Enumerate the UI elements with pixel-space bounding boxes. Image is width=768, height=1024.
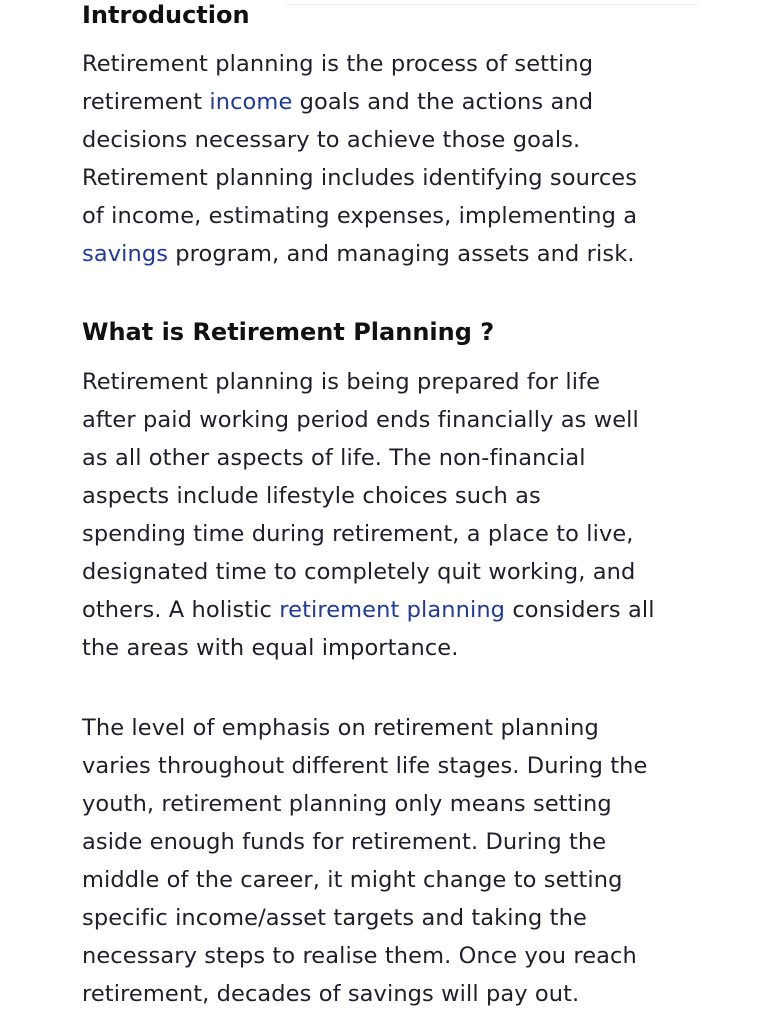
text-line: as all other aspects of life. The non-financial	[82, 445, 586, 471]
text-line: varies throughout different life stages. During the	[82, 753, 648, 779]
text-line: decisions necessary to achieve those goals.	[82, 127, 581, 153]
text-line: middle of the career, it might change to setting	[82, 867, 623, 893]
text-line: Retirement planning is being prepared for life	[82, 369, 601, 395]
text-line: designated time to completely quit working, and	[82, 559, 636, 585]
text-line: the areas with equal importance.	[82, 635, 459, 661]
top-divider	[286, 4, 698, 5]
text-line: spending time during retirement, a place to live,	[82, 521, 634, 547]
text-line: retirement, decades of savings will pay out.	[82, 981, 580, 1007]
retirement-planning-link[interactable]: retirement planning	[279, 597, 506, 623]
text-line: aside enough funds for retirement. During the	[82, 829, 607, 855]
text-line: of income, estimating expenses, implementing a	[82, 203, 638, 229]
text-fragment: others. A holistic	[82, 597, 280, 623]
what-is-paragraph-1	[82, 363, 702, 667]
introduction-heading: Introduction	[82, 1, 250, 29]
savings-link[interactable]: savings	[82, 241, 169, 267]
text-fragment: considers all	[505, 597, 655, 623]
text-fragment: retirement	[82, 89, 210, 115]
text-line	[82, 591, 702, 629]
text-line: specific income/asset targets and taking the	[82, 905, 587, 931]
text-line: Retirement planning includes identifying sources	[82, 165, 638, 191]
introduction-paragraph	[82, 45, 702, 273]
text-line	[82, 83, 702, 121]
what-is-paragraph-2	[82, 709, 702, 1013]
text-line: necessary steps to realise them. Once you reach	[82, 943, 637, 969]
text-line: youth, retirement planning only means setting	[82, 791, 612, 817]
text-line: after paid working period ends financially as well	[82, 407, 639, 433]
text-line: Retirement planning is the process of setting	[82, 51, 594, 77]
text-line: aspects include lifestyle choices such as	[82, 483, 541, 509]
income-link[interactable]: income	[209, 89, 293, 115]
text-line	[82, 235, 702, 273]
text-fragment: goals and the actions and	[292, 89, 594, 115]
text-fragment: program, and managing assets and risk.	[168, 241, 635, 267]
what-is-retirement-planning-heading: What is Retirement Planning ?	[82, 318, 495, 346]
text-line: The level of emphasis on retirement planning	[82, 715, 599, 741]
